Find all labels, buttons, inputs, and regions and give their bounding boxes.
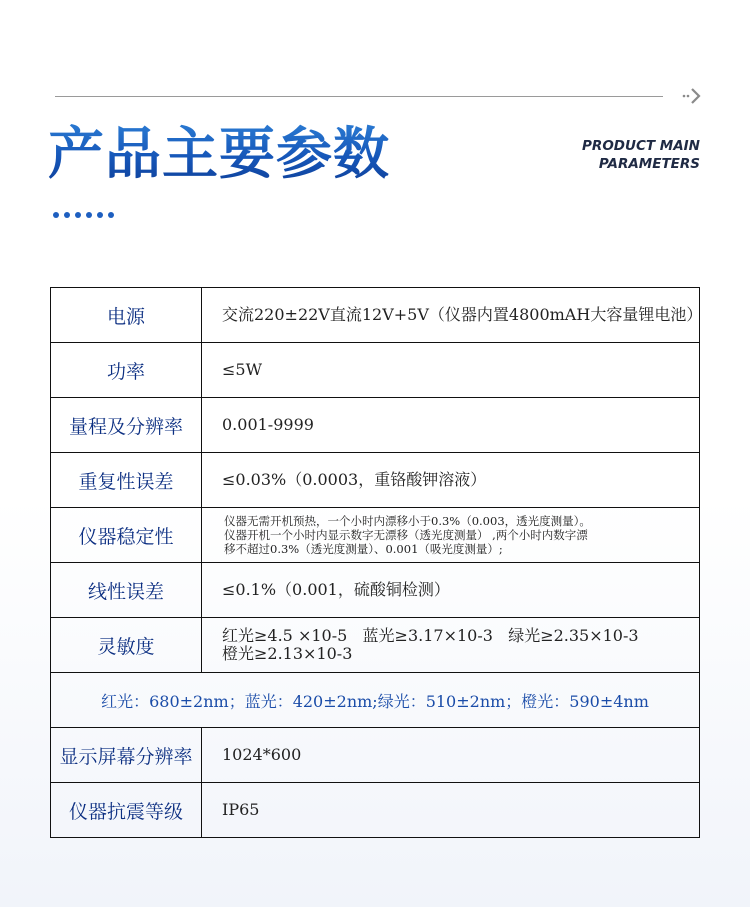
param-label: 电源 xyxy=(51,288,202,343)
header-divider xyxy=(55,96,663,97)
param-value: 1024*600 xyxy=(202,728,700,783)
param-label: 量程及分辨率 xyxy=(51,398,202,453)
param-label: 仪器稳定性 xyxy=(51,508,202,563)
table-row xyxy=(51,288,700,343)
param-value: IP65 xyxy=(202,783,700,838)
page-title: 产品主要参数 xyxy=(48,118,390,190)
param-label: 线性误差 xyxy=(51,563,202,618)
param-value: 0.001-9999 xyxy=(202,398,700,453)
param-value-line: 仪器开机一个小时内显示数字无漂移（透光度测量） ,两个小时内数字漂 xyxy=(224,528,588,542)
table-row xyxy=(51,563,700,618)
subtitle-line-1: PRODUCT MAIN xyxy=(582,138,700,154)
param-value: ≤0.03%（0.0003，重铬酸钾溶液） xyxy=(202,453,700,508)
parameters-table xyxy=(50,287,703,838)
decorative-dots xyxy=(53,212,114,218)
table-row xyxy=(51,728,700,783)
param-label: 灵敏度 xyxy=(51,618,202,673)
param-value: ≤0.1%（0.001，硫酸铜检测） xyxy=(202,563,700,618)
dot-icon xyxy=(108,212,114,218)
param-value-line: 红光≥4.5 ×10-5 蓝光≥3.17×10-3 绿光≥2.35×10-3 xyxy=(222,626,639,645)
dot-icon xyxy=(75,212,81,218)
subtitle-line-2: PARAMETERS xyxy=(598,156,700,172)
chevron-right-icon xyxy=(680,84,704,108)
page-subtitle xyxy=(582,137,700,173)
param-label: 重复性误差 xyxy=(51,453,202,508)
param-label: 显示屏幕分辨率 xyxy=(51,728,202,783)
param-value xyxy=(202,618,700,673)
param-value xyxy=(202,508,700,563)
dot-icon xyxy=(53,212,59,218)
table-row xyxy=(51,453,700,508)
param-value-line: 移不超过0.3%（透光度测量）、0.001（吸光度测量）; xyxy=(224,542,503,556)
table-row xyxy=(51,508,700,563)
table-row xyxy=(51,618,700,673)
table-row xyxy=(51,398,700,453)
param-value: 交流220±22V直流12V+5V（仪器内置4800mAH大容量锂电池） xyxy=(202,288,700,343)
dot-icon xyxy=(86,212,92,218)
param-value-line: 仪器无需开机预热，一个小时内漂移小于0.3%（0.003，透光度测量）。 xyxy=(224,514,591,528)
param-label: 仪器抗震等级 xyxy=(51,783,202,838)
param-value-line: 橙光≥2.13×10-3 xyxy=(222,644,353,663)
param-label: 功率 xyxy=(51,343,202,398)
dot-icon xyxy=(64,212,70,218)
table-row xyxy=(51,343,700,398)
dot-icon xyxy=(97,212,103,218)
param-value: ≤5W xyxy=(202,343,700,398)
table-row xyxy=(51,783,700,838)
table-row xyxy=(51,673,700,728)
wavelength-row: 红光：680±2nm；蓝光：420±2nm;绿光：510±2nm；橙光：590±4nm xyxy=(51,673,700,728)
